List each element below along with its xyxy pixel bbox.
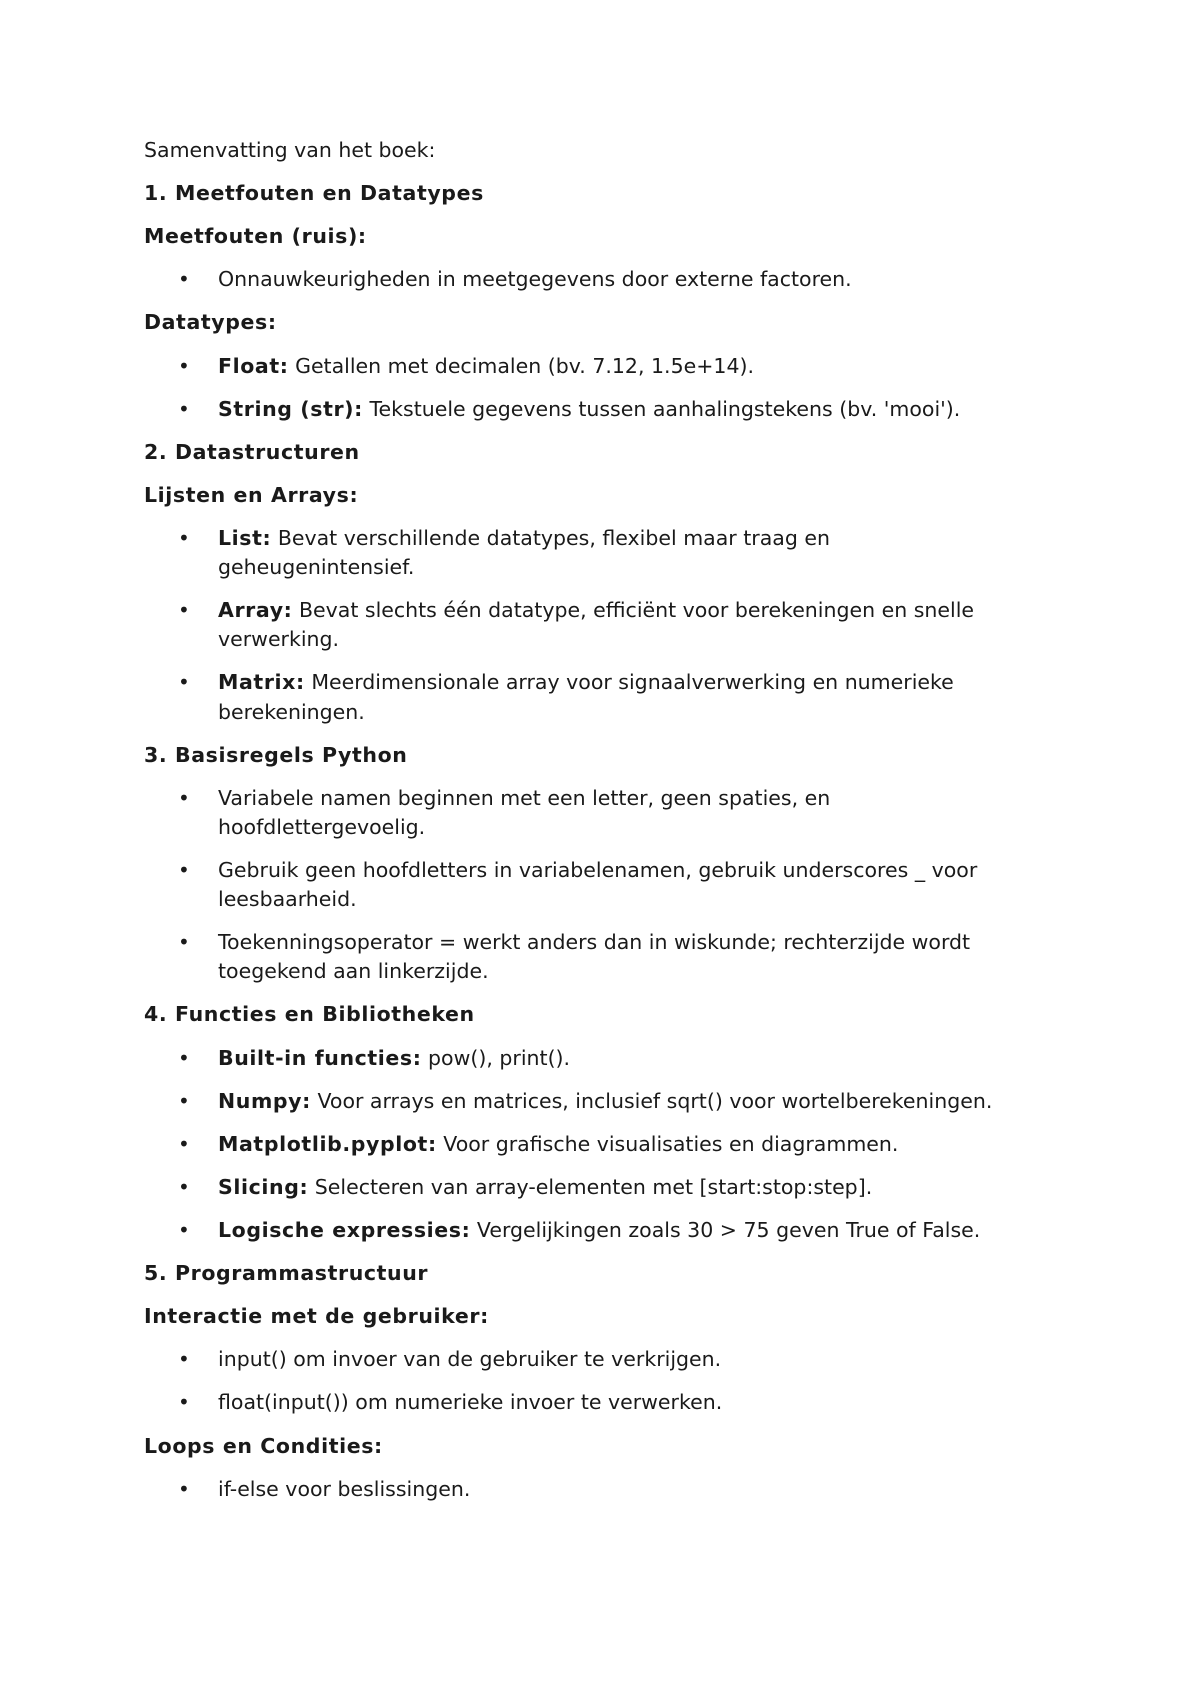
list-item-term: List:	[218, 525, 272, 550]
list-item-text: Getallen met decimalen (bv. 7.12, 1.5e+14).	[288, 353, 755, 378]
list-item	[144, 1216, 1064, 1245]
bullet-list	[144, 352, 1064, 424]
list-item-text: Bevat slechts één datatype, efficiënt voor berekeningen en snelle verwerking.	[218, 598, 975, 652]
section-heading: 2. Datastructuren	[144, 439, 360, 464]
list-item-text: Gebruik geen hoofdletters in variabelenamen, gebruik underscores _ voor leesbaarheid.	[218, 857, 978, 912]
list-item-term: Matrix:	[218, 670, 305, 695]
section-heading: 4. Functies en Bibliotheken	[144, 1002, 475, 1027]
list-item-text: float(input()) om numerieke invoer te verwerken.	[218, 1390, 723, 1415]
list-item	[144, 668, 1064, 726]
bullet-list	[144, 784, 1064, 987]
bullet-icon: •	[178, 1088, 190, 1113]
list-item-term: Built-in functies:	[218, 1045, 422, 1070]
list-item-text: Selecteren van array-elementen met [start:stop:step].	[308, 1174, 873, 1199]
list-item-term: String (str):	[218, 396, 363, 421]
list-item-text: Meerdimensionale array voor signaalverwerking en numerieke berekeningen.	[218, 670, 954, 724]
section-heading: 3. Basisregels Python	[144, 742, 408, 767]
bullet-icon: •	[178, 353, 190, 378]
subsection-heading: Lijsten en Arrays:	[144, 482, 359, 507]
bullet-icon: •	[178, 267, 190, 292]
list-item	[144, 1087, 1064, 1116]
list-item	[144, 596, 1064, 654]
list-item-term: Matplotlib.pyplot:	[218, 1131, 437, 1156]
bullet-icon: •	[178, 1217, 190, 1242]
list-item	[144, 856, 1064, 914]
list-item-text: Voor grafische visualisaties en diagrammen.	[436, 1131, 899, 1156]
subsection-heading: Interactie met de gebruiker:	[144, 1304, 489, 1329]
list-item-term: Slicing:	[218, 1174, 309, 1199]
bullet-icon: •	[178, 396, 190, 421]
section-heading: 1. Meetfouten en Datatypes	[144, 181, 484, 206]
subsection-heading: Meetfouten (ruis):	[144, 224, 367, 249]
list-item	[144, 395, 1064, 424]
list-item-term: Numpy:	[218, 1088, 311, 1113]
list-item	[144, 1388, 1064, 1417]
list-item	[144, 1044, 1064, 1073]
subsection-heading: Datatypes:	[144, 310, 277, 335]
document-intro: Samenvatting van het boek:	[144, 138, 436, 162]
bullet-list	[144, 1044, 1064, 1246]
list-item-text: Bevat verschillende datatypes, flexibel maar traag en geheugenintensief.	[218, 525, 830, 580]
bullet-icon: •	[178, 857, 190, 882]
bullet-list	[144, 524, 1064, 727]
list-item-text: Vergelijkingen zoals 30 > 75 geven True of False.	[470, 1217, 981, 1242]
sections-container	[144, 179, 1064, 1504]
list-item-text: Onnauwkeurigheden in meetgegevens door externe factoren.	[218, 267, 852, 292]
list-item-text: pow(), print().	[421, 1045, 571, 1070]
list-item	[144, 928, 1064, 986]
list-item-text: input() om invoer van de gebruiker te verkrijgen.	[218, 1347, 722, 1372]
list-item-term: Array:	[218, 598, 293, 623]
bullet-icon: •	[178, 1476, 190, 1501]
bullet-icon: •	[178, 1347, 190, 1372]
list-item	[144, 1130, 1064, 1159]
list-item-text: Toekenningsoperator = werkt anders dan in wiskunde; rechterzijde wordt toegekend aan linkerzijde.	[218, 930, 971, 984]
list-item-term: Logische expressies:	[218, 1217, 471, 1242]
list-item	[144, 524, 1064, 582]
list-item-text: Variabele namen beginnen met een letter, geen spaties, en hoofdlettergevoelig.	[218, 785, 831, 839]
bullet-icon: •	[178, 1390, 190, 1415]
list-item-text: Tekstuele gegevens tussen aanhalingstekens (bv. 'mooi').	[362, 396, 961, 421]
bullet-list	[144, 1345, 1064, 1417]
bullet-icon: •	[178, 525, 190, 550]
bullet-list	[144, 265, 1064, 294]
list-item	[144, 265, 1064, 294]
list-item-text: Voor arrays en matrices, inclusief sqrt() voor wortelberekeningen.	[310, 1088, 993, 1113]
list-item-text: if-else voor beslissingen.	[218, 1476, 471, 1501]
document-page	[144, 136, 1064, 1518]
bullet-icon: •	[178, 1131, 190, 1156]
list-item	[144, 1475, 1064, 1504]
list-item	[144, 784, 1064, 842]
list-item	[144, 1345, 1064, 1374]
list-item	[144, 352, 1064, 381]
bullet-list	[144, 1475, 1064, 1504]
bullet-icon: •	[178, 930, 190, 955]
list-item	[144, 1173, 1064, 1202]
bullet-icon: •	[178, 598, 190, 623]
subsection-heading: Loops en Condities:	[144, 1433, 383, 1458]
bullet-icon: •	[178, 785, 190, 810]
bullet-icon: •	[178, 1174, 190, 1199]
list-item-term: Float:	[218, 353, 289, 378]
bullet-icon: •	[178, 670, 190, 695]
section-heading: 5. Programmastructuur	[144, 1261, 429, 1286]
bullet-icon: •	[178, 1045, 190, 1070]
